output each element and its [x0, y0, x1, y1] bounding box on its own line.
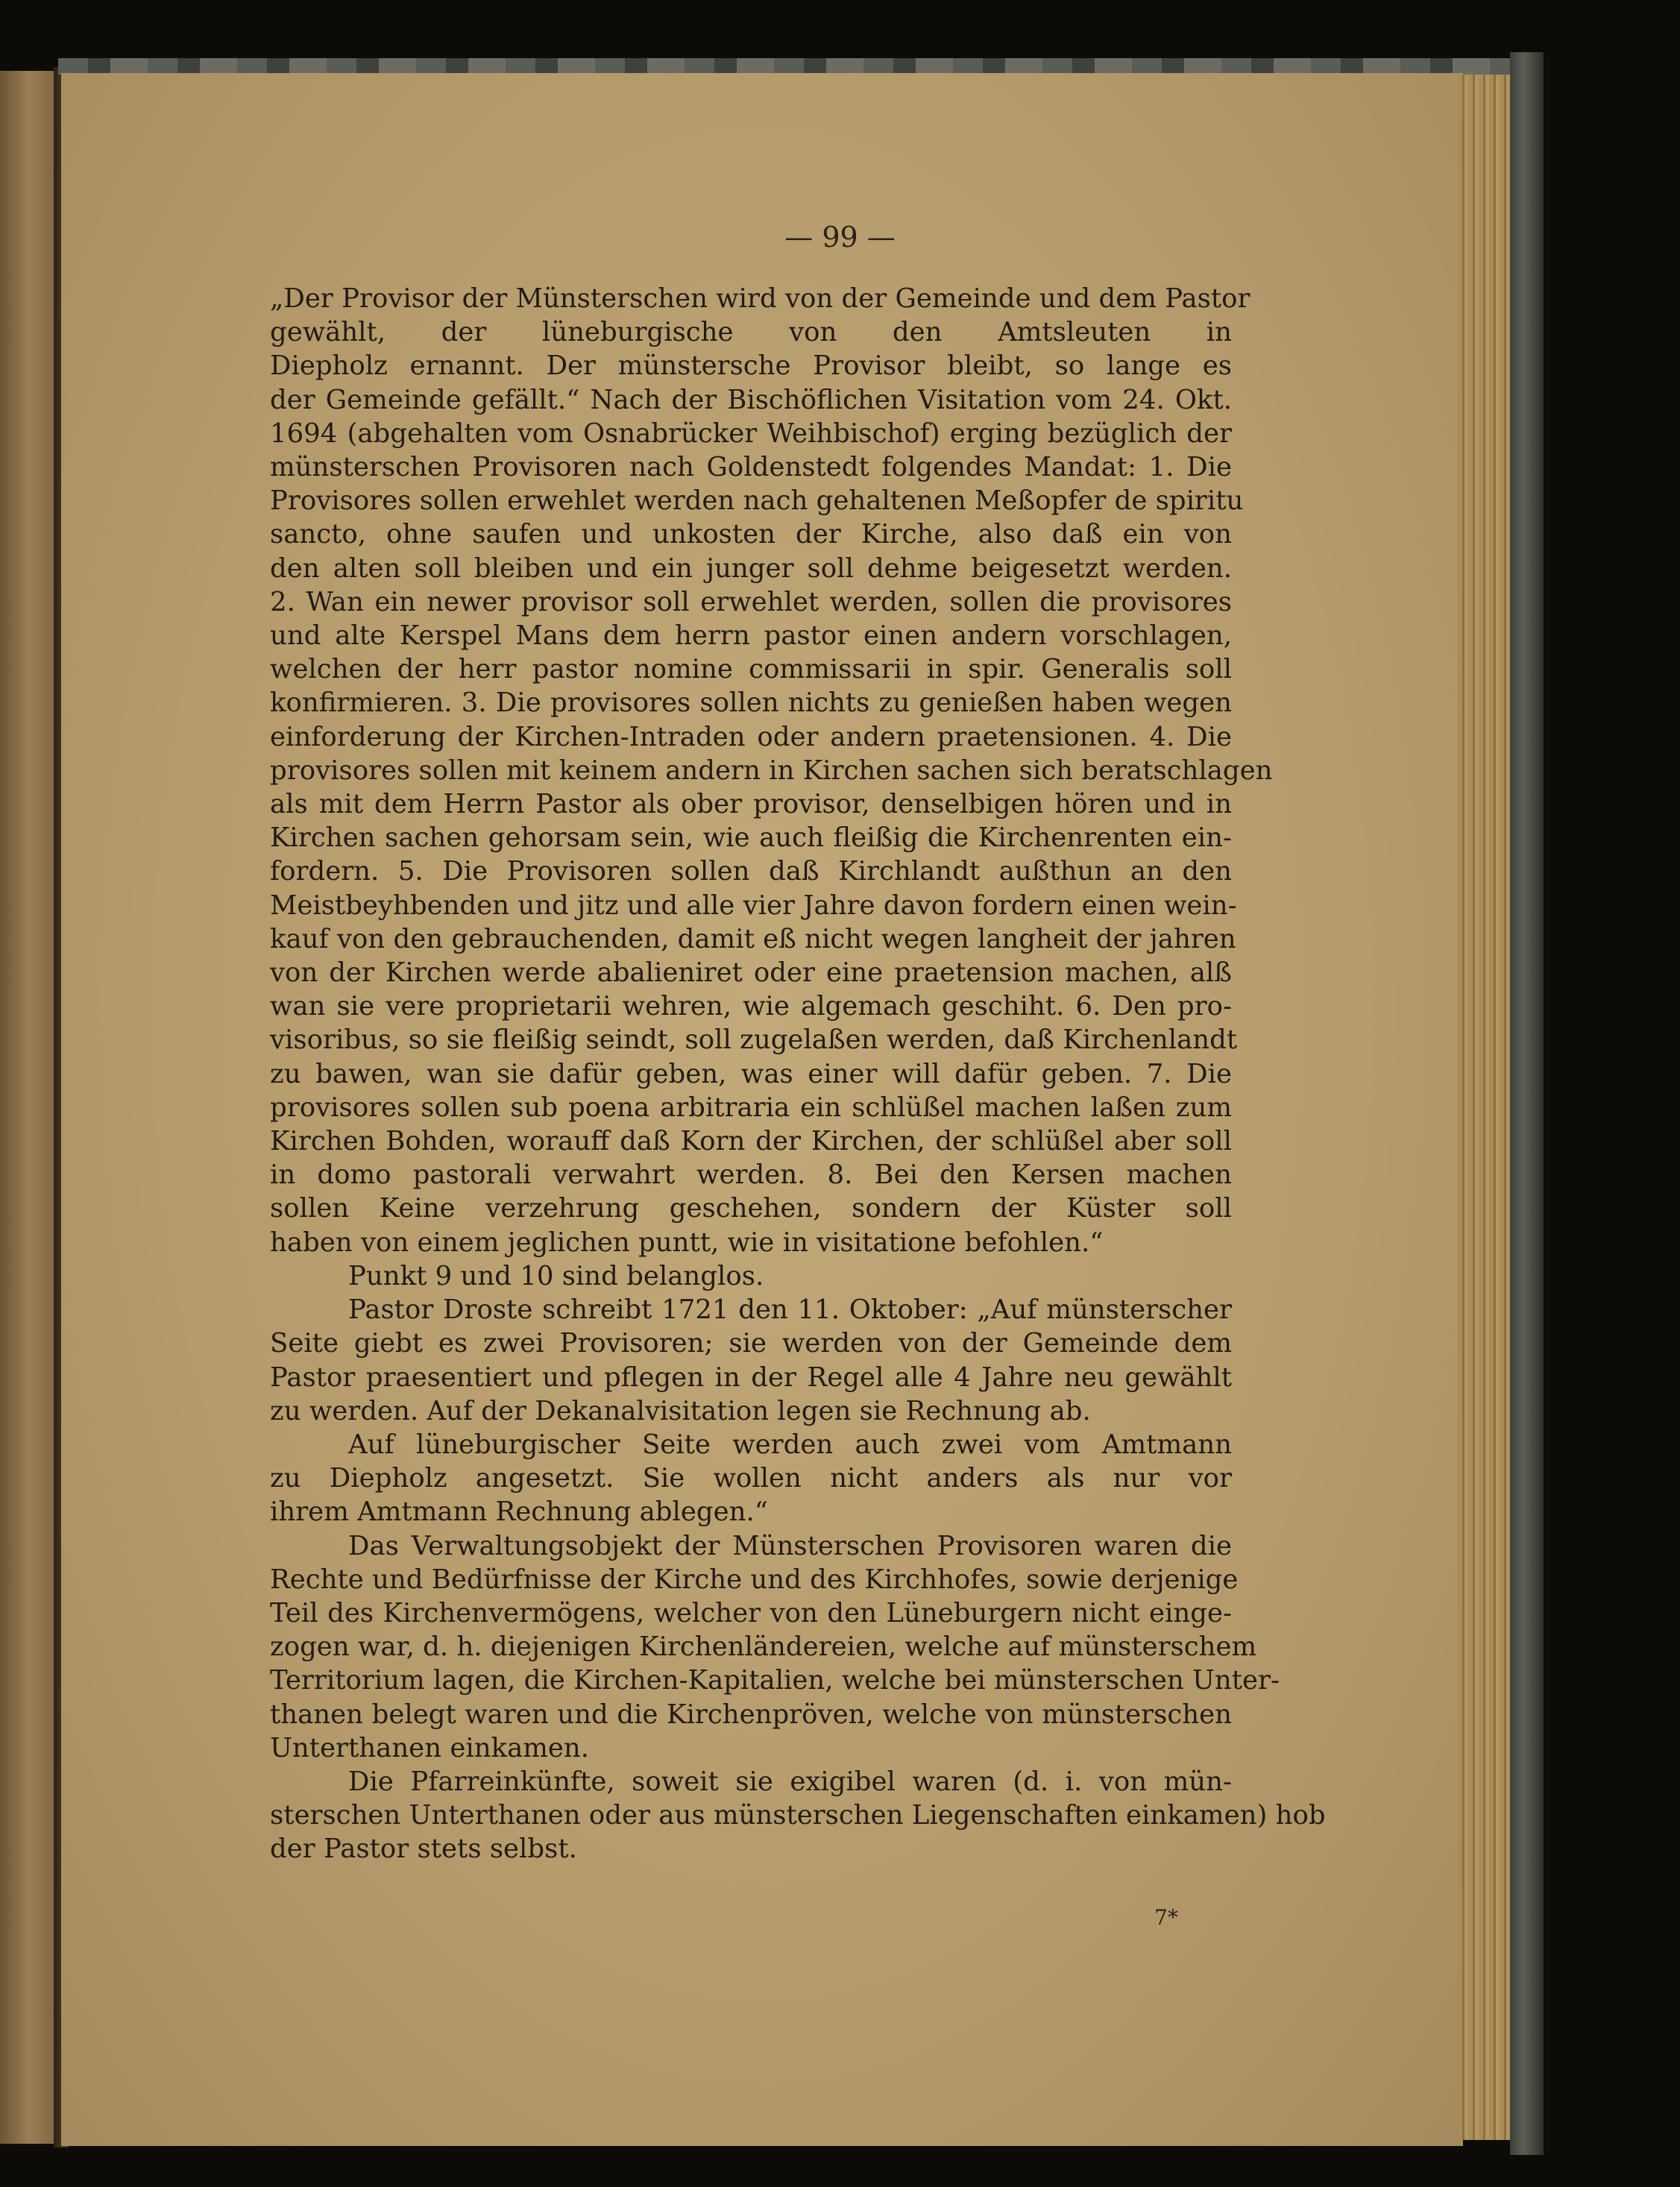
- text-line: provisores sollen mit keinem andern in Kirchen sachen sich beratschlagen: [270, 755, 1273, 786]
- text-line: zogen war, d. h. diejenigen Kirchenländereien, welche auf münsterschem: [270, 1631, 1257, 1663]
- text-line: Territorium lagen, die Kirchen-Kapitalien, welche bei münsterschen Unter-: [270, 1665, 1280, 1696]
- text-line: ihrem Amtmann Rechnung ablegen.“: [270, 1497, 768, 1528]
- text-line: 2. Wan ein newer provisor soll erwehlet werden, sollen die provisores: [270, 586, 1232, 617]
- text-line: thanen belegt waren und die Kirchenpröven, welche von münsterschen: [270, 1699, 1232, 1730]
- text-line: Rechte und Bedürfnisse der Kirche und des Kirchhofes, sowie derjenige: [270, 1564, 1239, 1595]
- page-stack-edge: [1458, 75, 1510, 2140]
- text-line: sterschen Unterthanen oder aus münsterschen Liegenschaften einkamen) hob: [270, 1800, 1326, 1831]
- book-cover-edge: [1510, 52, 1544, 2155]
- text-line: welchen der herr pastor nomine commissarii in spir. Generalis soll: [270, 654, 1232, 685]
- text-line: Unterthanen einkamen.: [270, 1732, 590, 1763]
- text-line: Provisores sollen erwehlet werden nach gehaltenen Meßopfer de spiritu: [270, 485, 1244, 517]
- text-line: Seite giebt es zwei Provisoren; sie werden von der Gemeinde dem: [270, 1328, 1232, 1359]
- left-page-edge: [0, 71, 58, 2144]
- text-line: zu bawen, wan sie dafür geben, was einer will dafür geben. 7. Die: [270, 1058, 1232, 1089]
- text-line: sollen Keine verzehrung geschehen, sondern der Küster soll: [270, 1193, 1232, 1224]
- text-line: Auf lüneburgischer Seite werden auch zwei vom Amtmann: [348, 1429, 1232, 1460]
- book-top-edge: [58, 58, 1512, 75]
- text-line: 1694 (abgehalten vom Osnabrücker Weihbischof) erging bezüglich der: [270, 418, 1232, 449]
- page-number: — 99 —: [784, 221, 896, 254]
- printer-signature-mark: 7*: [1154, 1905, 1178, 1930]
- text-line: Punkt 9 und 10 sind belanglos.: [348, 1260, 764, 1291]
- text-line: münsterschen Provisoren nach Goldenstedt folgendes Mandat: 1. Die: [270, 452, 1232, 483]
- text-line: in domo pastorali verwahrt werden. 8. Bei den Kersen machen: [270, 1159, 1232, 1191]
- text-line: provisores sollen sub poena arbitraria ein schlüßel machen laßen zum: [270, 1092, 1232, 1123]
- text-line: gewählt, der lüneburgische von den Amtsleuten in: [270, 317, 1232, 348]
- text-line: Das Verwaltungsobjekt der Münsterschen Provisoren waren die: [348, 1530, 1232, 1561]
- text-line: Kirchen sachen gehorsam sein, wie auch fleißig die Kirchenrenten ein-: [270, 822, 1232, 854]
- text-line: konfirmieren. 3. Die provisores sollen nichts zu genießen haben wegen: [270, 687, 1232, 719]
- text-line: sancto, ohne saufen und unkosten der Kirche, also daß ein von: [270, 519, 1232, 550]
- text-line: Teil des Kirchenvermögens, welcher von den Lüneburgern nicht einge-: [270, 1597, 1232, 1629]
- text-line: der Pastor stets selbst.: [270, 1834, 577, 1865]
- text-line: Pastor praesentiert und pflegen in der Regel alle 4 Jahre neu gewählt: [270, 1362, 1232, 1393]
- text-line: der Gemeinde gefällt.“ Nach der Bischöflichen Visitation vom 24. Okt.: [270, 384, 1232, 415]
- text-line: Pastor Droste schreibt 1721 den 11. Oktober: „Auf münsterscher: [348, 1294, 1232, 1326]
- text-line: kauf von den gebrauchenden, damit eß nicht wegen langheit der jahren: [270, 923, 1236, 954]
- text-line: von der Kirchen werde abalieniret oder eine praetension machen, alß: [270, 957, 1232, 989]
- text-line: wan sie vere proprietarii wehren, wie algemach geschiht. 6. Den pro-: [270, 991, 1232, 1022]
- text-line: einforderung der Kirchen-Intraden oder andern praetensionen. 4. Die: [270, 721, 1232, 752]
- text-line: Die Pfarreinkünfte, soweit sie exigibel waren (d. i. von mün-: [348, 1766, 1232, 1797]
- text-line: und alte Kerspel Mans dem herrn pastor einen andern vorschlagen,: [270, 620, 1232, 652]
- text-line: fordern. 5. Die Provisoren sollen daß Kirchlandt außthun an den: [270, 856, 1232, 887]
- text-line: visoribus, so sie fleißig seindt, soll zugelaßen werden, daß Kirchenlandt: [270, 1025, 1238, 1056]
- text-line: „Der Provisor der Münsterschen wird von der Gemeinde und dem Pastor: [270, 283, 1250, 314]
- text-line: Kirchen Bohden, worauff daß Korn der Kirchen, der schlüßel aber soll: [270, 1126, 1232, 1157]
- text-line: als mit dem Herrn Pastor als ober provisor, denselbigen hören und in: [270, 789, 1232, 820]
- text-line: zu Diepholz angesetzt. Sie wollen nicht anders als nur vor: [270, 1463, 1232, 1494]
- text-line: Diepholz ernannt. Der münstersche Provisor bleibt, so lange es: [270, 350, 1232, 382]
- text-line: Meistbeyhbenden und jitz und alle vier Jahre davon fordern einen wein-: [270, 890, 1237, 921]
- text-line: haben von einem jeglichen puntt, wie in visitatione befohlen.“: [270, 1227, 1104, 1258]
- text-line: zu werden. Auf der Dekanalvisitation legen sie Rechnung ab.: [270, 1395, 1091, 1426]
- text-line: den alten soll bleiben und ein junger soll dehme beigesetzt werden.: [270, 553, 1232, 584]
- body-text: [270, 282, 1326, 1866]
